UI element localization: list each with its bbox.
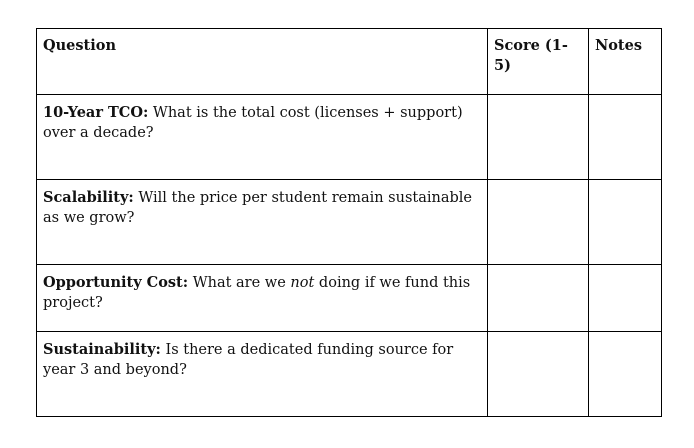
score-cell[interactable] (488, 332, 589, 417)
question-lead: 10-Year TCO: (43, 104, 149, 121)
question-cell (37, 332, 488, 417)
notes-cell[interactable] (589, 180, 662, 265)
question-text: Is there a dedicated funding source for year 3 and beyond? (43, 342, 454, 378)
question-cell (37, 265, 488, 332)
question-lead: Opportunity Cost: (43, 274, 189, 291)
question-lead: Sustainability: (43, 341, 161, 358)
question-text-emphasis: not (290, 275, 315, 291)
header-question: Question (37, 29, 488, 95)
table-row (37, 265, 662, 332)
header-score: Score (1-5) (488, 29, 589, 95)
question-cell (37, 95, 488, 180)
evaluation-table (36, 28, 662, 417)
notes-cell[interactable] (589, 332, 662, 417)
notes-cell[interactable] (589, 95, 662, 180)
table-row (37, 180, 662, 265)
score-cell[interactable] (488, 95, 589, 180)
question-text-before: What are we (188, 275, 291, 291)
question-text-after: doing if we fund this project? (43, 275, 471, 311)
question-text: Will the price per student remain sustainable as we grow? (43, 190, 473, 226)
question-lead: Scalability: (43, 189, 134, 206)
notes-cell[interactable] (589, 265, 662, 332)
question-text: What is the total cost (licenses + support) over a decade? (43, 105, 463, 141)
table-row (37, 332, 662, 417)
question-cell (37, 180, 488, 265)
table-row (37, 95, 662, 180)
score-cell[interactable] (488, 265, 589, 332)
score-cell[interactable] (488, 180, 589, 265)
header-row (37, 29, 662, 95)
header-notes: Notes (589, 29, 662, 95)
